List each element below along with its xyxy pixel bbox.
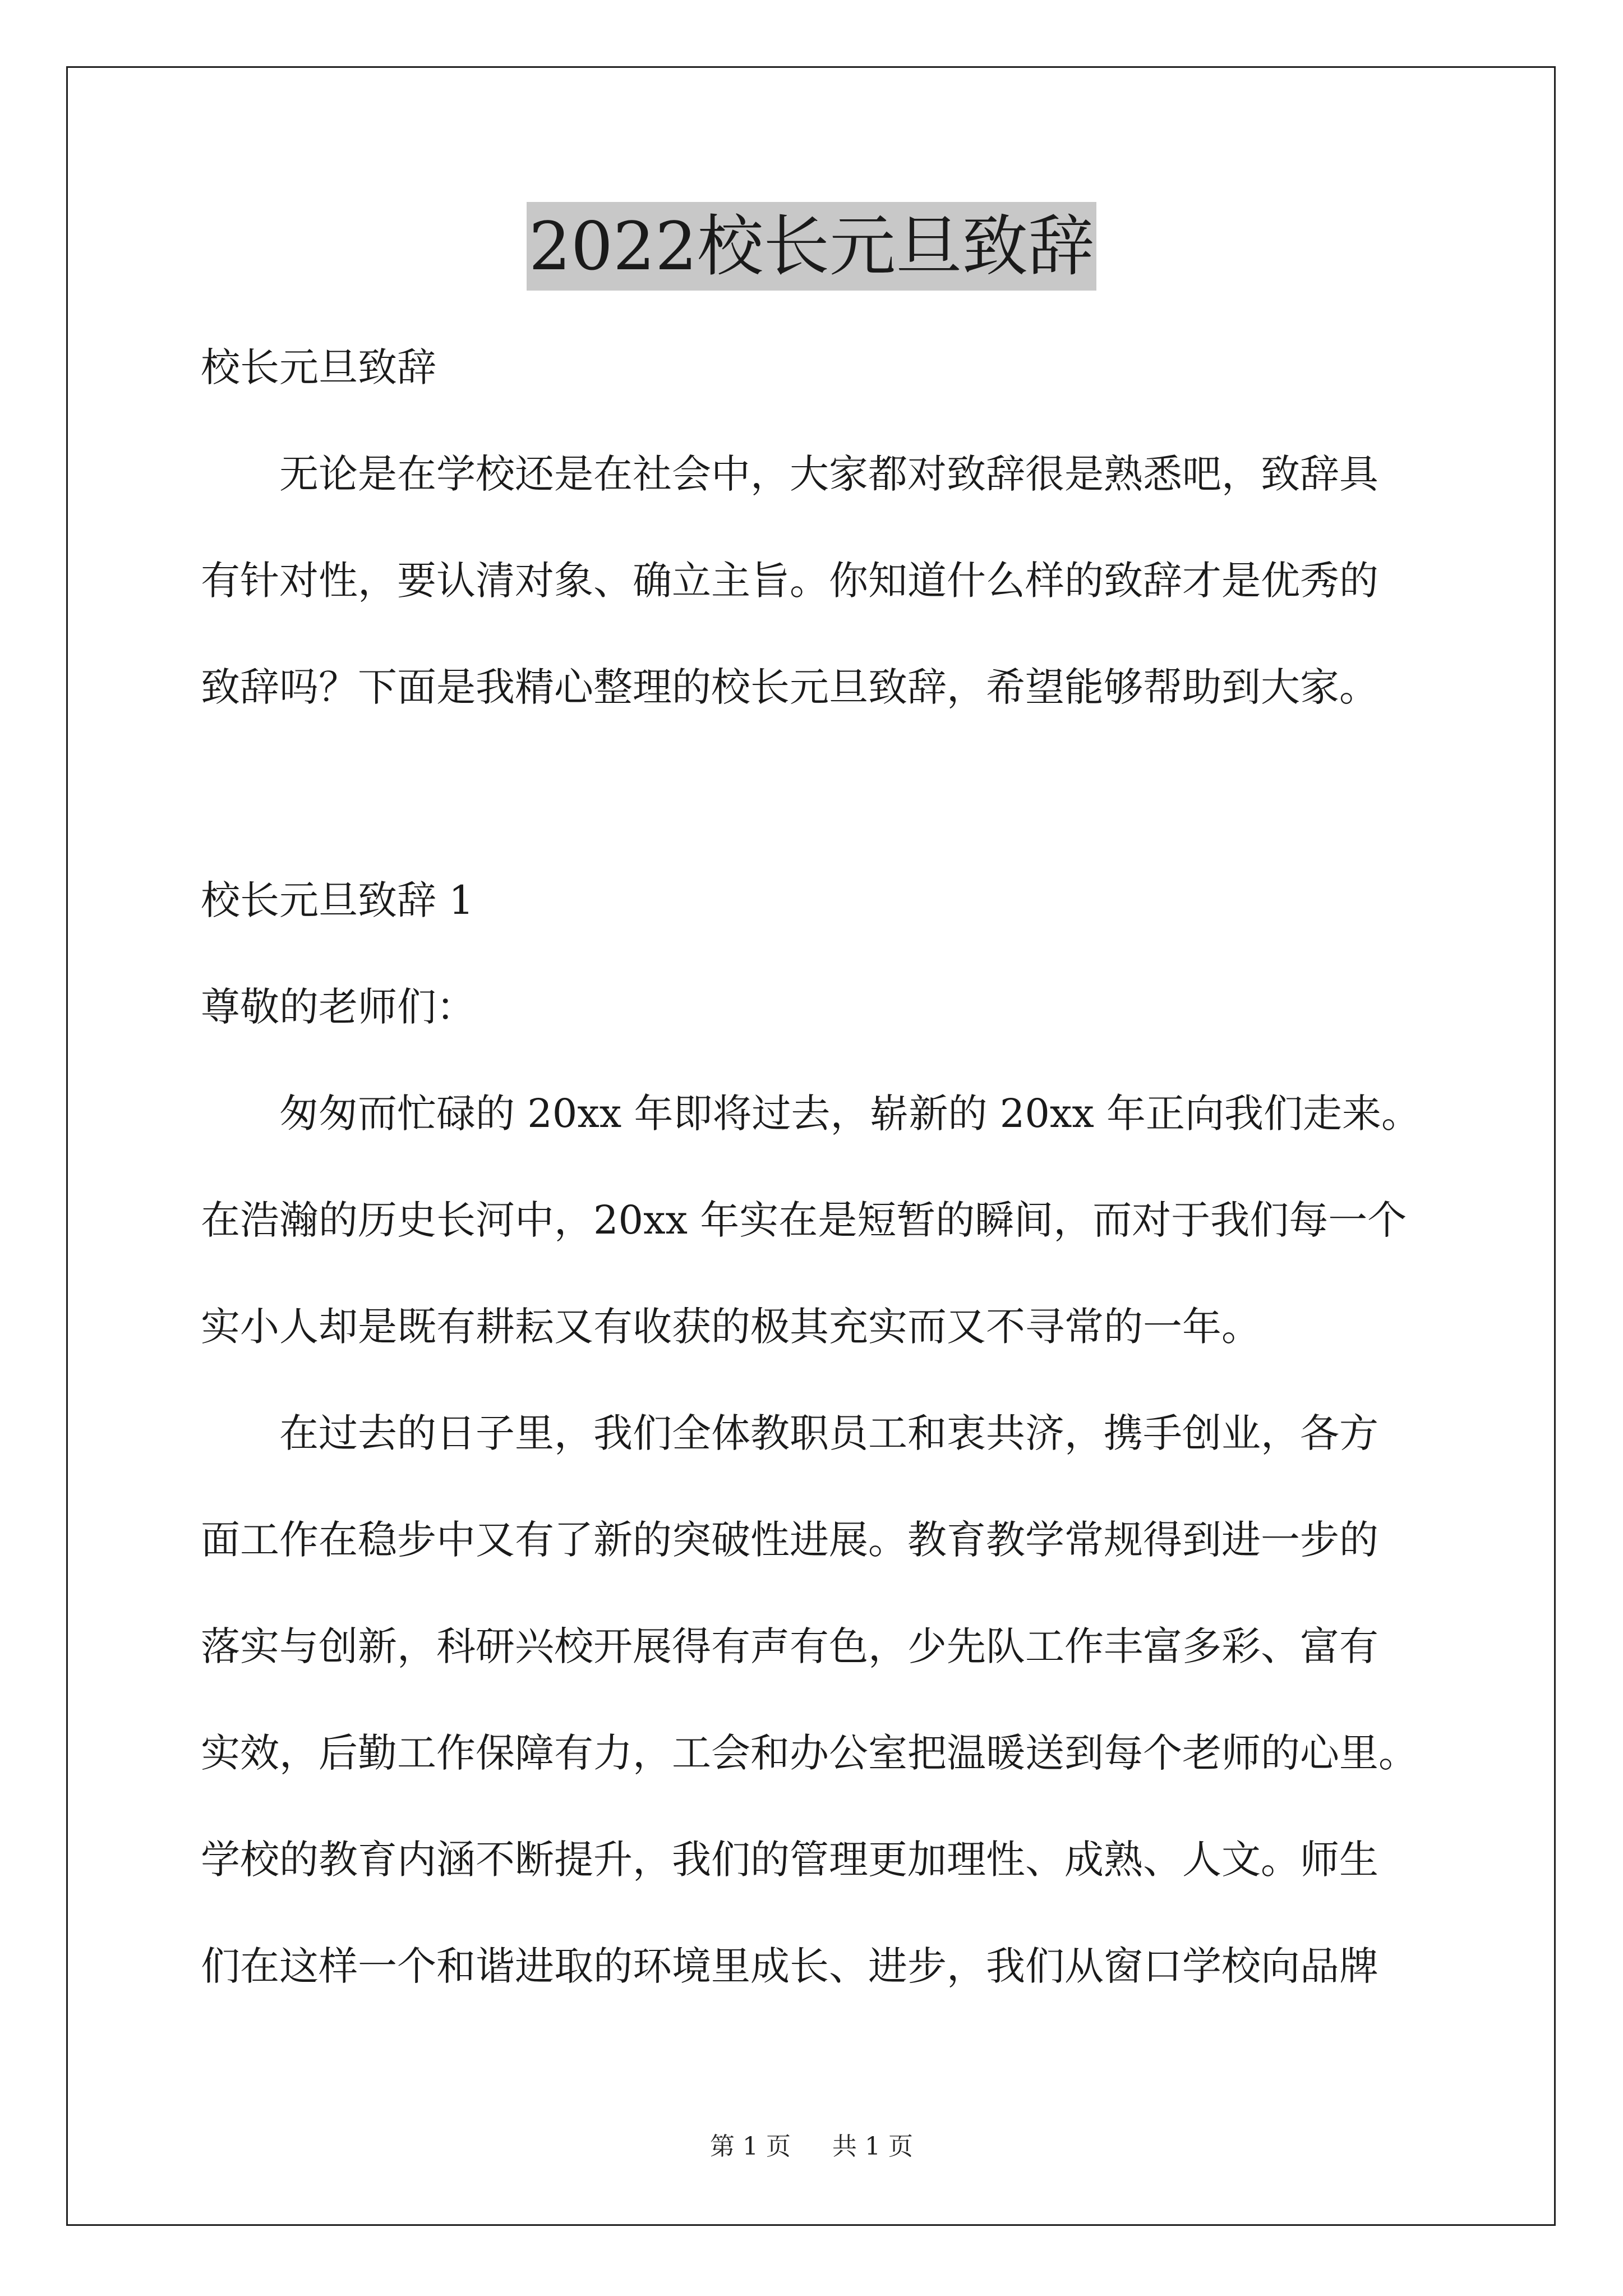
paragraph-line: 匆匆而忙碌的 20xx 年即将过去，崭新的 20xx 年正向我们走来。 [279, 1091, 1421, 1137]
paragraph-line: 落实与创新，科研兴校开展得有声有色，少先队工作丰富多彩、富有 [201, 1623, 1378, 1669]
salutation: 尊敬的老师们： [201, 984, 476, 1030]
section-heading: 校长元旦致辞 1 [201, 877, 474, 923]
section-heading: 校长元旦致辞 [201, 344, 436, 390]
paragraph-line: 面工作在稳步中又有了新的突破性进展。教育教学常规得到进一步的 [201, 1517, 1378, 1563]
paragraph-line: 在浩瀚的历史长河中，20xx 年实在是短暂的瞬间，而对于我们每一个 [201, 1197, 1407, 1243]
page-footer [0, 2126, 1623, 2162]
page-number: 第 1 页 [710, 2132, 791, 2161]
paragraph-line: 实效，后勤工作保障有力，工会和办公室把温暖送到每个老师的心里。 [201, 1730, 1418, 1776]
paragraph-line: 学校的教育内涵不断提升，我们的管理更加理性、成熟、人文。师生 [201, 1837, 1378, 1883]
paragraph-line: 致辞吗？下面是我精心整理的校长元旦致辞，希望能够帮助到大家。 [201, 664, 1378, 710]
paragraph-line: 们在这样一个和谐进取的环境里成长、进步，我们从窗口学校向品牌 [201, 1943, 1378, 1989]
paragraph-line: 有针对性，要认清对象、确立主旨。你知道什么样的致辞才是优秀的 [201, 558, 1378, 604]
paragraph-line: 实小人却是既有耕耘又有收获的极其充实而又不寻常的一年。 [201, 1304, 1261, 1350]
title-container [0, 202, 1623, 291]
document-title: 2022校长元旦致辞 [527, 202, 1096, 291]
paragraph-line: 在过去的日子里，我们全体教职员工和衷共济，携手创业，各方 [279, 1410, 1378, 1456]
document-body [201, 314, 1435, 2019]
page-total: 共 1 页 [832, 2132, 913, 2161]
paragraph-line: 无论是在学校还是在社会中，大家都对致辞很是熟悉吧，致辞具 [279, 451, 1378, 497]
blank-line [201, 740, 1435, 847]
